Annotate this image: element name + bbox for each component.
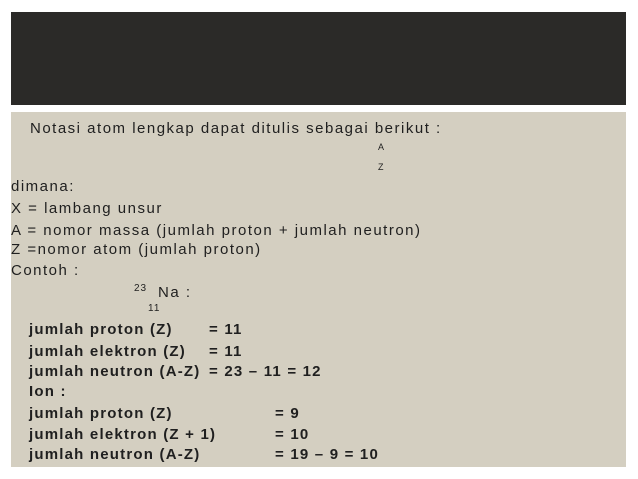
definition-x: X = lambang unsur xyxy=(11,200,163,217)
atom-row-label: jumlah elektron (Z) xyxy=(29,343,186,360)
ion-row-label: jumlah elektron (Z + 1) xyxy=(29,426,217,443)
example-mass-number: 23 xyxy=(134,283,148,294)
example-atomic-number: 11 xyxy=(148,303,161,314)
slide-header-band xyxy=(11,12,626,105)
atom-row-label: jumlah proton (Z) xyxy=(29,321,173,338)
atom-row-value: = 11 xyxy=(209,343,243,360)
notation-atomic-symbol: Z xyxy=(378,162,384,172)
atom-row-label: jumlah neutron (A-Z) xyxy=(29,363,201,380)
definition-a: A = nomor massa (jumlah proton + jumlah neutron) xyxy=(11,222,422,239)
intro-text: Notasi atom lengkap dapat ditulis sebagai berikut : xyxy=(30,120,442,137)
ion-label: Ion : xyxy=(29,383,67,400)
example-element-symbol: Na : xyxy=(158,284,192,301)
ion-row-label: jumlah proton (Z) xyxy=(29,405,173,422)
dimana-label: dimana: xyxy=(11,178,75,195)
ion-row-value: = 10 xyxy=(275,426,310,443)
ion-row-value: = 19 – 9 = 10 xyxy=(275,446,380,463)
atom-row-value: = 23 – 11 = 12 xyxy=(209,363,322,380)
notation-mass-symbol: A xyxy=(378,142,385,152)
definition-z: Z =nomor atom (jumlah proton) xyxy=(11,241,262,258)
slide-content-panel xyxy=(11,112,626,467)
ion-row-label: jumlah neutron (A-Z) xyxy=(29,446,201,463)
ion-row-value: = 9 xyxy=(275,405,300,422)
contoh-label: Contoh : xyxy=(11,262,80,279)
atom-row-value: = 11 xyxy=(209,321,243,338)
